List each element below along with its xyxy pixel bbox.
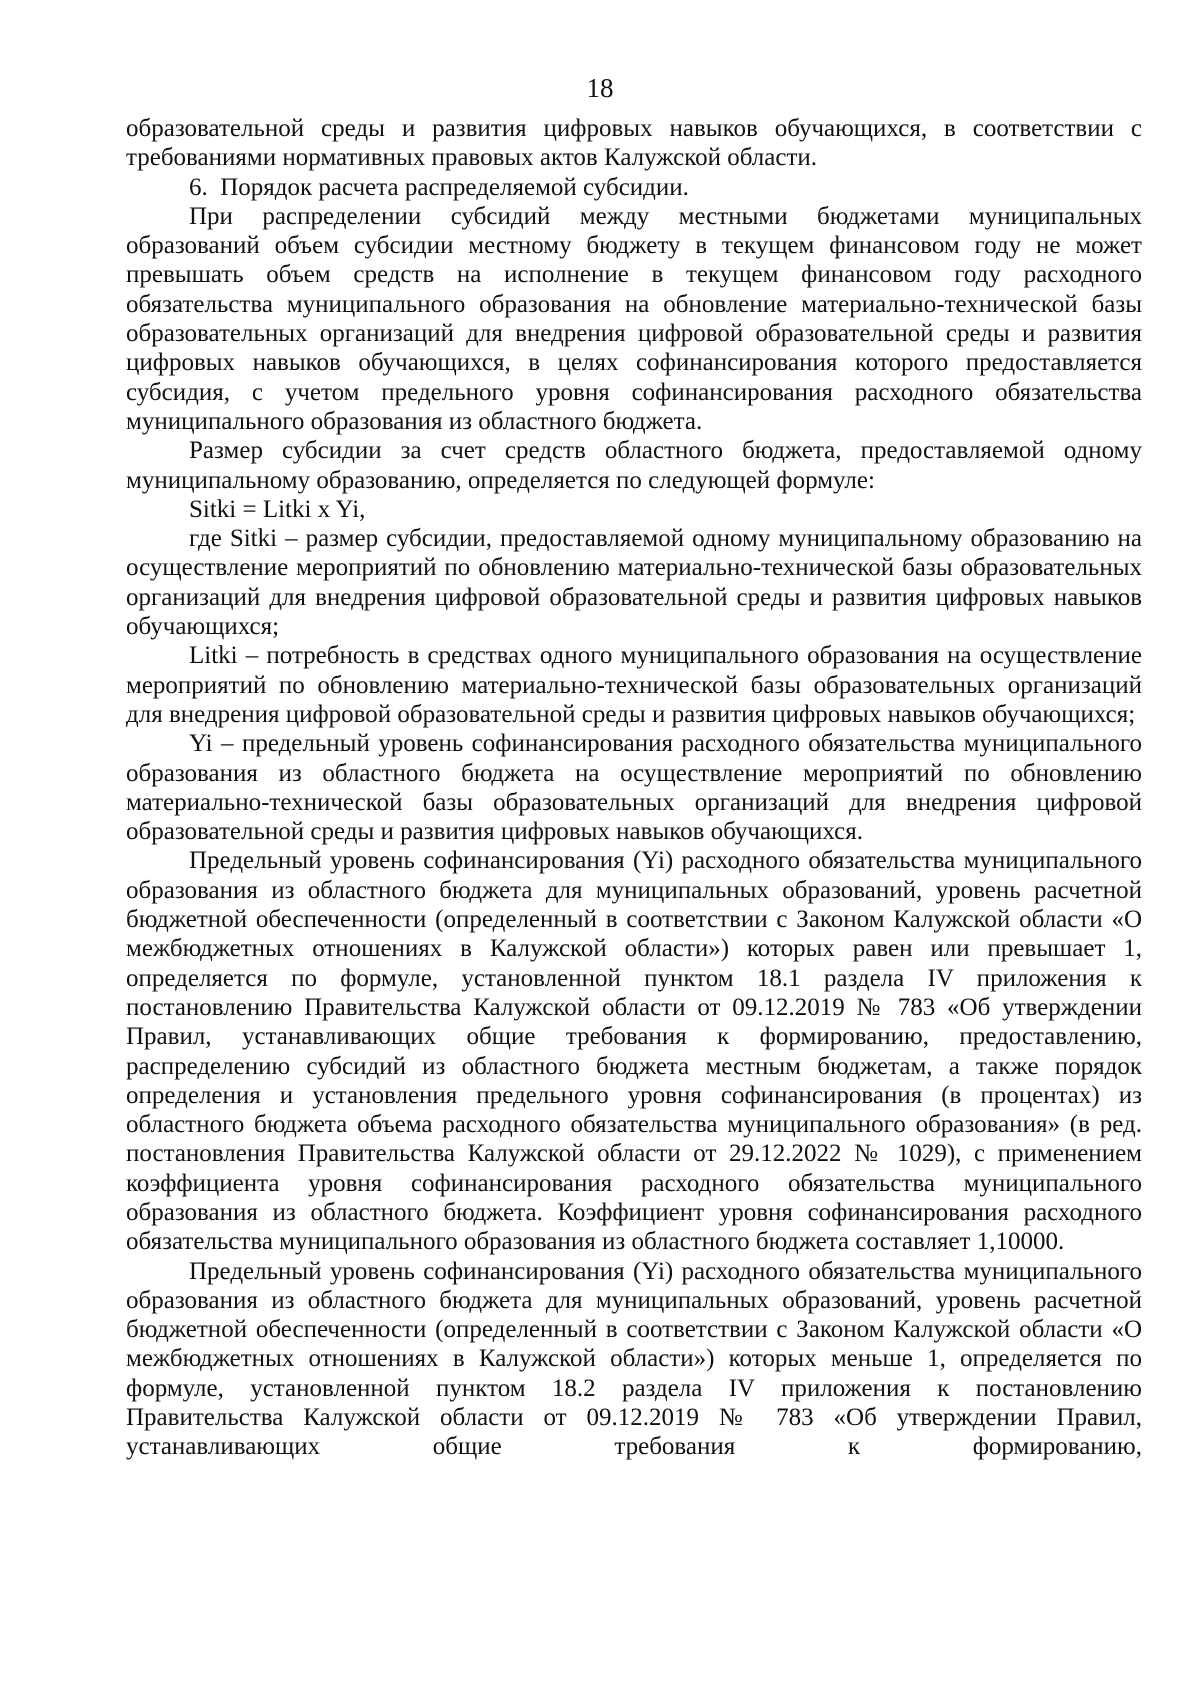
document-body (126, 114, 1142, 1462)
paragraph-formula-intro: Размер субсидии за счет средств областного бюджета, предоставляемой одному муниципальному образованию, определяется по следующей формуле: (126, 437, 1142, 494)
formula: Sitki = Litki x Yi, (189, 495, 366, 523)
paragraph-cofinancing-level-low: Предельный уровень софинансирования (Yi) расходного обязательства муниципального образования из областного бюджета для муниципальных образований, уровень расчетной бюджетной обеспеченности (определенный в соответствии с Законом Калужской области «О межбюджетных отношениях в Калужской области») которых меньше 1, определяется по формуле, установленной пунктом 18.2 раздела IV приложения к постановлению Правительства Калужской области от 09.12.2019 № 783 «Об утверждении Правил, устанавливающих общие требования к формированию, (126, 1257, 1142, 1461)
section-heading-calculation: 6. Порядок расчета распределяемой субсидии. (189, 173, 689, 201)
paragraph-continuation: образовательной среды и развития цифровых навыков обучающихся, в соответствии с требованиями нормативных правовых актов Калужской области. (126, 115, 1142, 172)
paragraph-definition-yi: Yi – предельный уровень софинансирования расходного обязательства муниципального образования из областного бюджета на осуществление мероприятий по обновлению материально-технической базы образовательных организаций для внедрения цифровой образовательной среды и развития цифровых навыков обучающихся. (126, 730, 1142, 846)
paragraph-definition-sitki: где Sitki – размер субсидии, предоставляемой одному муниципальному образованию на осуществление мероприятий по обновлению материально-технической базы образовательных организаций для внедрения цифровой образовательной среды и развития цифровых навыков обучающихся; (126, 525, 1142, 641)
paragraph-cofinancing-level-high: Предельный уровень софинансирования (Yi) расходного обязательства муниципального образования из областного бюджета для муниципальных образований, уровень расчетной бюджетной обеспеченности (определенный в соответствии с Законом Калужской области «О межбюджетных отношениях в Калужской области») которых равен или превышает 1, определяется по формуле, установленной пунктом 18.1 раздела IV приложения к постановлению Правительства Калужской области от 09.12.2019 № 783 «Об утверждении Правил, устанавливающих общие требования к формированию, предоставлению, распределению субсидий из областного бюджета местным бюджетам, а также порядок определения и установления предельного уровня софинансирования (в процентах) из областного бюджета объема расходного обязательства муниципального образования» (в ред. постановления Правительства Калужской области от 29.12.2022 № 1029), с применением коэффициента уровня софинансирования расходного обязательства муниципального образования из областного бюджета. Коэффициент уровня софинансирования расходного обязательства муниципального образования из областного бюджета составляет 1,10000. (126, 847, 1142, 1256)
paragraph-definition-litki: Litki – потребность в средствах одного муниципального образования на осуществление мероприятий по обновлению материально-технической базы образовательных организаций для внедрения цифровой образовательной среды и развития цифровых навыков обучающихся; (126, 642, 1142, 728)
page-number: 18 (586, 73, 614, 103)
paragraph-distribution: При распределении субсидий между местными бюджетами муниципальных образований объем субсидии местному бюджету в текущем финансовом году не может превышать объем средств на исполнение в текущем финансовом году расходного обязательства муниципального образования на обновление материально-технической базы образовательных организаций для внедрения цифровой образовательной среды и развития цифровых навыков обучающихся, в целях софинансирования которого предоставляется субсидия, с учетом предельного уровня софинансирования расходного обязательства муниципального образования из областного бюджета. (126, 202, 1142, 435)
